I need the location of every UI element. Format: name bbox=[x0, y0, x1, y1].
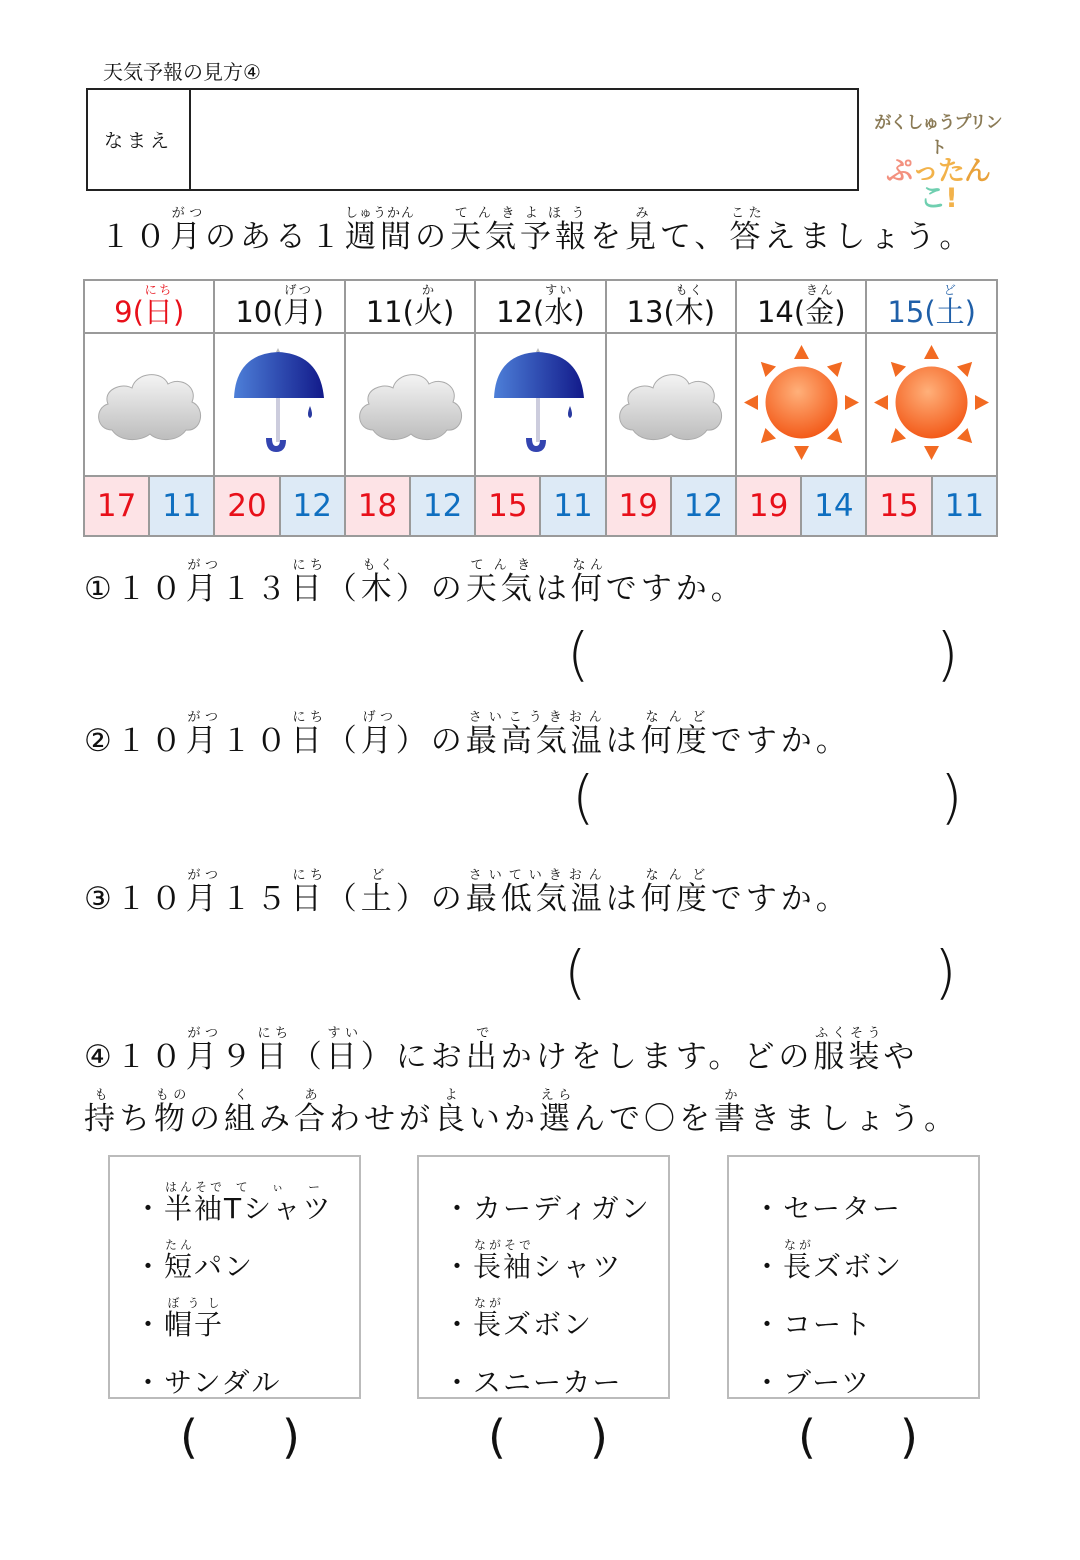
ruby-text bbox=[465, 558, 536, 607]
furigana: さいていきおん bbox=[465, 868, 606, 883]
weekday-text: 土 bbox=[935, 294, 965, 329]
low-temp: 11 bbox=[540, 476, 605, 536]
answer-field-3[interactable] bbox=[597, 948, 927, 1008]
furigana: げつ bbox=[360, 710, 396, 725]
text-segment: て、 bbox=[660, 219, 730, 255]
date-header: 13(木もく) bbox=[606, 280, 736, 333]
text-segment: シャツ bbox=[533, 1250, 623, 1283]
furigana: もく bbox=[360, 558, 396, 573]
ruby-text bbox=[294, 1088, 329, 1137]
text-segment: （ bbox=[325, 571, 361, 607]
ruby-text bbox=[473, 1296, 503, 1343]
sunny-icon bbox=[874, 445, 989, 464]
ruby-text bbox=[450, 206, 521, 255]
date-day: 11 bbox=[365, 294, 403, 329]
weather-cell bbox=[214, 333, 344, 476]
paren-close: ) bbox=[282, 1410, 300, 1464]
option-item bbox=[134, 1227, 359, 1285]
ruby-text bbox=[729, 206, 765, 255]
base-text: 日 bbox=[290, 571, 326, 607]
answer-field-1[interactable] bbox=[600, 630, 930, 690]
option-item bbox=[134, 1343, 359, 1401]
weekday-text: 月 bbox=[283, 294, 313, 329]
base-text: 良 bbox=[434, 1101, 469, 1137]
furigana: がつ bbox=[185, 710, 221, 725]
base-text: 服装 bbox=[813, 1039, 884, 1075]
furigana: なんど bbox=[640, 868, 711, 883]
text-segment: わせが bbox=[329, 1101, 434, 1137]
furigana: てんき bbox=[465, 558, 536, 573]
paren-open: ( bbox=[798, 1410, 816, 1464]
logo-line1: がくしゅうプリント bbox=[874, 113, 1002, 158]
high-temp: 15 bbox=[475, 476, 540, 536]
base-text: 帽子 bbox=[164, 1308, 225, 1341]
furigana: しゅうかん bbox=[344, 206, 416, 221]
weekday bbox=[805, 282, 835, 329]
text-segment: を bbox=[590, 219, 626, 255]
ruby-text bbox=[570, 558, 606, 607]
furigana: なん bbox=[570, 558, 606, 573]
text-segment: えましょう。 bbox=[764, 219, 975, 255]
paren-close: ) bbox=[590, 1410, 608, 1464]
text-segment: ）の bbox=[395, 723, 466, 759]
text-segment: は bbox=[605, 723, 641, 759]
base-text: 合 bbox=[294, 1101, 329, 1137]
ruby-text bbox=[224, 1088, 259, 1137]
ruby-text bbox=[640, 710, 711, 759]
question-2 bbox=[84, 710, 851, 760]
option-item bbox=[443, 1285, 668, 1343]
rain-icon bbox=[230, 443, 330, 462]
base-text: 組 bbox=[224, 1101, 259, 1137]
text-segment: きましょう。 bbox=[749, 1101, 959, 1137]
base-text: 出 bbox=[465, 1039, 501, 1075]
text-segment: １０ bbox=[100, 219, 170, 255]
base-text: 短 bbox=[164, 1250, 195, 1283]
low-temp: 11 bbox=[932, 476, 997, 536]
furigana: ふくそう bbox=[813, 1026, 884, 1041]
worksheet-title: 天気予報の見方④ bbox=[103, 60, 261, 84]
paren-close: ) bbox=[900, 1410, 918, 1464]
weekday bbox=[674, 282, 704, 329]
base-text: 何度 bbox=[640, 881, 711, 917]
text-segment: パン bbox=[194, 1250, 255, 1283]
question-3 bbox=[84, 868, 851, 918]
text-segment: ・ bbox=[134, 1192, 165, 1225]
base-text: 予報 bbox=[520, 219, 591, 255]
furigana: てぃー bbox=[224, 1180, 333, 1194]
furigana: すい bbox=[325, 1026, 361, 1041]
date-header: 9(日にち) bbox=[84, 280, 214, 333]
low-temp: 12 bbox=[671, 476, 736, 536]
text-segment: （ bbox=[325, 881, 361, 917]
furigana: にち bbox=[255, 1026, 291, 1041]
text-segment: んで〇を bbox=[574, 1101, 714, 1137]
furigana: なが bbox=[473, 1296, 504, 1310]
text-segment: （ bbox=[325, 723, 361, 759]
text-segment: ①１０ bbox=[84, 571, 186, 607]
text-segment: ・ bbox=[443, 1308, 474, 1341]
date-day: 10 bbox=[235, 294, 273, 329]
date-day: 12 bbox=[496, 294, 534, 329]
option-item bbox=[134, 1169, 359, 1227]
ruby-text bbox=[783, 1238, 813, 1285]
base-text: 日 bbox=[325, 1039, 361, 1075]
sunny-icon bbox=[744, 445, 859, 464]
text-segment: は bbox=[605, 881, 641, 917]
furigana: み bbox=[625, 206, 661, 221]
date-header: 15(土ど) bbox=[866, 280, 997, 333]
date-day: 15 bbox=[887, 294, 925, 329]
ruby-text bbox=[344, 206, 416, 255]
base-text: 答 bbox=[729, 219, 765, 255]
ruby-text bbox=[714, 1088, 749, 1137]
furigana: よ bbox=[434, 1088, 469, 1103]
base-text: 週間 bbox=[344, 219, 416, 255]
weekday bbox=[935, 282, 965, 329]
base-text: 土 bbox=[360, 881, 396, 917]
base-text: 長 bbox=[473, 1308, 504, 1341]
high-temp: 18 bbox=[345, 476, 410, 536]
text-segment: ・スニーカー bbox=[443, 1366, 623, 1399]
option-box-1 bbox=[108, 1155, 361, 1399]
furigana: なが bbox=[783, 1238, 814, 1252]
date-day: 14 bbox=[756, 294, 794, 329]
text-segment: （ bbox=[290, 1039, 326, 1075]
ruby-text bbox=[84, 1088, 119, 1137]
ruby-text bbox=[164, 1238, 194, 1285]
furigana: よほう bbox=[520, 206, 591, 221]
option-item bbox=[753, 1227, 978, 1285]
weather-cell bbox=[736, 333, 866, 476]
weekday bbox=[544, 282, 574, 329]
furigana: か bbox=[714, 1088, 749, 1103]
ruby-text bbox=[539, 1088, 574, 1137]
text-segment: ）の bbox=[395, 571, 466, 607]
ruby-text bbox=[164, 1180, 224, 1227]
option-item bbox=[443, 1227, 668, 1285]
ruby-text bbox=[640, 868, 711, 917]
ruby-text bbox=[434, 1088, 469, 1137]
furigana: なんど bbox=[640, 710, 711, 725]
date-header: 14(金きん) bbox=[736, 280, 866, 333]
text-segment: ですか。 bbox=[605, 571, 746, 607]
furigana: ぼうし bbox=[164, 1296, 225, 1310]
text-segment: ・ブーツ bbox=[753, 1366, 872, 1399]
text-segment: ９ bbox=[220, 1039, 256, 1075]
text-segment: いか bbox=[469, 1101, 539, 1137]
base-text: 月 bbox=[170, 219, 205, 255]
ruby-text bbox=[465, 710, 606, 759]
text-segment: ・カーディガン bbox=[443, 1192, 651, 1225]
text-segment: １３ bbox=[220, 571, 291, 607]
option-item bbox=[134, 1285, 359, 1343]
weather-table bbox=[83, 279, 998, 537]
furigana: ど bbox=[935, 282, 965, 297]
ruby-text bbox=[465, 868, 606, 917]
base-text: 半袖 bbox=[164, 1192, 225, 1225]
rain-icon bbox=[490, 443, 590, 462]
ruby-text bbox=[625, 206, 661, 255]
question-4-line1 bbox=[84, 1026, 918, 1076]
furigana: もの bbox=[154, 1088, 189, 1103]
text-segment: ・ bbox=[753, 1250, 784, 1283]
text-segment: み bbox=[259, 1101, 294, 1137]
option-item bbox=[753, 1285, 978, 1343]
weather-cell bbox=[475, 333, 605, 476]
date-day: 13 bbox=[626, 294, 664, 329]
logo-line2: ぷったんこ! bbox=[886, 156, 990, 214]
text-segment: は bbox=[535, 571, 571, 607]
ruby-text bbox=[813, 1026, 884, 1075]
logo bbox=[868, 108, 1008, 212]
ruby-text bbox=[520, 206, 591, 255]
furigana: く bbox=[224, 1088, 259, 1103]
ruby-text bbox=[185, 558, 221, 607]
option-box-3 bbox=[727, 1155, 980, 1399]
option-box-2 bbox=[417, 1155, 670, 1399]
ruby-text bbox=[290, 868, 326, 917]
question-1 bbox=[84, 558, 746, 608]
ruby-text bbox=[325, 1026, 361, 1075]
text-segment: ・ bbox=[443, 1250, 474, 1283]
answer-paren-close-2: ) bbox=[940, 763, 963, 831]
date-header: 10(月げつ) bbox=[214, 280, 344, 333]
weather-cell bbox=[866, 333, 997, 476]
furigana: すい bbox=[544, 282, 574, 297]
base-text: 木 bbox=[360, 571, 396, 607]
name-label: なまえ bbox=[88, 90, 191, 189]
text-segment: ち bbox=[119, 1101, 154, 1137]
furigana: にち bbox=[290, 558, 326, 573]
weekday-text: 木 bbox=[674, 294, 704, 329]
high-temp: 17 bbox=[84, 476, 149, 536]
text-segment: のある１ bbox=[205, 219, 345, 255]
text-segment: や bbox=[883, 1039, 919, 1075]
answer-paren-open-3: ( bbox=[564, 938, 587, 1006]
base-text: 月 bbox=[185, 1039, 221, 1075]
option-item bbox=[443, 1343, 668, 1401]
ruby-text bbox=[360, 868, 396, 917]
weekday bbox=[283, 282, 313, 329]
ruby-text bbox=[164, 1296, 224, 1343]
base-text: 選 bbox=[539, 1101, 574, 1137]
ruby-text bbox=[185, 710, 221, 759]
high-temp: 15 bbox=[866, 476, 931, 536]
text-segment: ）にお bbox=[360, 1039, 466, 1075]
date-day: 9 bbox=[114, 294, 133, 329]
paren-open: ( bbox=[180, 1410, 198, 1464]
furigana: さいこうきおん bbox=[465, 710, 606, 725]
base-text: 月 bbox=[185, 881, 221, 917]
furigana: がつ bbox=[170, 206, 205, 221]
text-segment: の bbox=[189, 1101, 224, 1137]
base-text: 天気 bbox=[465, 571, 536, 607]
base-text: 何 bbox=[570, 571, 606, 607]
weekday bbox=[413, 282, 443, 329]
base-text: 日 bbox=[255, 1039, 291, 1075]
weather-cell bbox=[606, 333, 736, 476]
furigana: がつ bbox=[185, 1026, 221, 1041]
cloudy-icon bbox=[353, 430, 468, 449]
base-text: 見 bbox=[625, 219, 661, 255]
base-text: 長 bbox=[783, 1250, 814, 1283]
text-segment: １５ bbox=[220, 881, 291, 917]
low-temp: 12 bbox=[410, 476, 475, 536]
high-temp: 19 bbox=[736, 476, 801, 536]
base-text: 何度 bbox=[640, 723, 711, 759]
furigana: にち bbox=[290, 868, 326, 883]
ruby-text bbox=[185, 868, 221, 917]
text-segment: ・サンダル bbox=[134, 1366, 282, 1399]
low-temp: 11 bbox=[149, 476, 214, 536]
weekday-text: 水 bbox=[544, 294, 574, 329]
cloudy-icon bbox=[92, 430, 207, 449]
low-temp: 14 bbox=[801, 476, 866, 536]
base-text: 月 bbox=[185, 571, 221, 607]
text-segment: ④１０ bbox=[84, 1039, 186, 1075]
furigana: ど bbox=[360, 868, 396, 883]
base-text: 物 bbox=[154, 1101, 189, 1137]
answer-field-2[interactable] bbox=[605, 773, 935, 833]
option-item bbox=[753, 1343, 978, 1401]
weekday-text: 日 bbox=[143, 294, 173, 329]
base-text: 最高気温 bbox=[465, 723, 606, 759]
instruction bbox=[100, 206, 974, 256]
weekday bbox=[143, 282, 173, 329]
furigana: げつ bbox=[283, 282, 313, 297]
text-segment: ）の bbox=[395, 881, 466, 917]
base-text: 持 bbox=[84, 1101, 119, 1137]
choice-circle-field-2[interactable] bbox=[488, 1410, 608, 1464]
ruby-text bbox=[360, 558, 396, 607]
high-temp: 20 bbox=[214, 476, 279, 536]
text-segment: ・ bbox=[134, 1250, 165, 1283]
text-segment: ・コート bbox=[753, 1308, 874, 1341]
furigana: ながそで bbox=[473, 1238, 534, 1252]
ruby-text bbox=[224, 1180, 333, 1227]
ruby-text bbox=[170, 206, 205, 255]
furigana: はんそで bbox=[164, 1180, 225, 1194]
question-4-line2 bbox=[84, 1088, 959, 1138]
ruby-text bbox=[185, 1026, 221, 1075]
furigana: も bbox=[84, 1088, 119, 1103]
answer-paren-close-1: ) bbox=[936, 620, 959, 688]
choice-circle-field-1[interactable] bbox=[180, 1410, 300, 1464]
text-segment: かけをします。どの bbox=[500, 1039, 814, 1075]
answer-paren-open-2: ( bbox=[572, 763, 595, 831]
weather-cell bbox=[84, 333, 214, 476]
answer-paren-close-3: ) bbox=[934, 938, 957, 1006]
furigana: こた bbox=[729, 206, 765, 221]
ruby-text bbox=[290, 710, 326, 759]
name-field[interactable] bbox=[191, 90, 857, 189]
text-segment: の bbox=[415, 219, 451, 255]
text-segment: １０ bbox=[220, 723, 291, 759]
weather-cell bbox=[345, 333, 475, 476]
base-text: 最低気温 bbox=[465, 881, 606, 917]
answer-paren-open-1: ( bbox=[567, 620, 590, 688]
text-segment: ですか。 bbox=[710, 723, 851, 759]
furigana: たん bbox=[164, 1238, 195, 1252]
furigana: えら bbox=[539, 1088, 574, 1103]
text-segment: ですか。 bbox=[710, 881, 851, 917]
furigana: で bbox=[465, 1026, 501, 1041]
base-text: 天気 bbox=[450, 219, 521, 255]
base-text: 書 bbox=[714, 1101, 749, 1137]
ruby-text bbox=[290, 558, 326, 607]
furigana: にち bbox=[143, 282, 173, 297]
text-segment: ③１０ bbox=[84, 881, 186, 917]
name-box bbox=[86, 88, 859, 191]
furigana: きん bbox=[805, 282, 835, 297]
furigana: がつ bbox=[185, 868, 221, 883]
text-segment: ズボン bbox=[813, 1250, 904, 1283]
base-text: 日 bbox=[290, 723, 326, 759]
furigana: か bbox=[413, 282, 443, 297]
base-text: Tシャツ bbox=[224, 1192, 333, 1225]
choice-circle-field-3[interactable] bbox=[798, 1410, 918, 1464]
base-text: 月 bbox=[185, 723, 221, 759]
furigana: にち bbox=[290, 710, 326, 725]
text-segment: ・ bbox=[134, 1308, 165, 1341]
base-text: 長袖 bbox=[473, 1250, 534, 1283]
cloudy-icon bbox=[613, 430, 728, 449]
furigana: あ bbox=[294, 1088, 329, 1103]
date-header: 11(火か) bbox=[345, 280, 475, 333]
paren-open: ( bbox=[488, 1410, 506, 1464]
base-text: 日 bbox=[290, 881, 326, 917]
text-segment: ・セーター bbox=[753, 1192, 902, 1225]
base-text: 月 bbox=[360, 723, 396, 759]
date-header: 12(水すい) bbox=[475, 280, 605, 333]
text-segment: ズボン bbox=[503, 1308, 594, 1341]
high-temp: 19 bbox=[606, 476, 671, 536]
ruby-text bbox=[473, 1238, 533, 1285]
ruby-text bbox=[255, 1026, 291, 1075]
furigana: もく bbox=[674, 282, 704, 297]
weekday-text: 火 bbox=[413, 294, 443, 329]
text-segment: ②１０ bbox=[84, 723, 186, 759]
weekday-text: 金 bbox=[805, 294, 835, 329]
furigana: がつ bbox=[185, 558, 221, 573]
ruby-text bbox=[154, 1088, 189, 1137]
low-temp: 12 bbox=[280, 476, 345, 536]
ruby-text bbox=[465, 1026, 501, 1075]
option-item bbox=[443, 1169, 668, 1227]
ruby-text bbox=[360, 710, 396, 759]
furigana: てんき bbox=[450, 206, 521, 221]
option-item bbox=[753, 1169, 978, 1227]
